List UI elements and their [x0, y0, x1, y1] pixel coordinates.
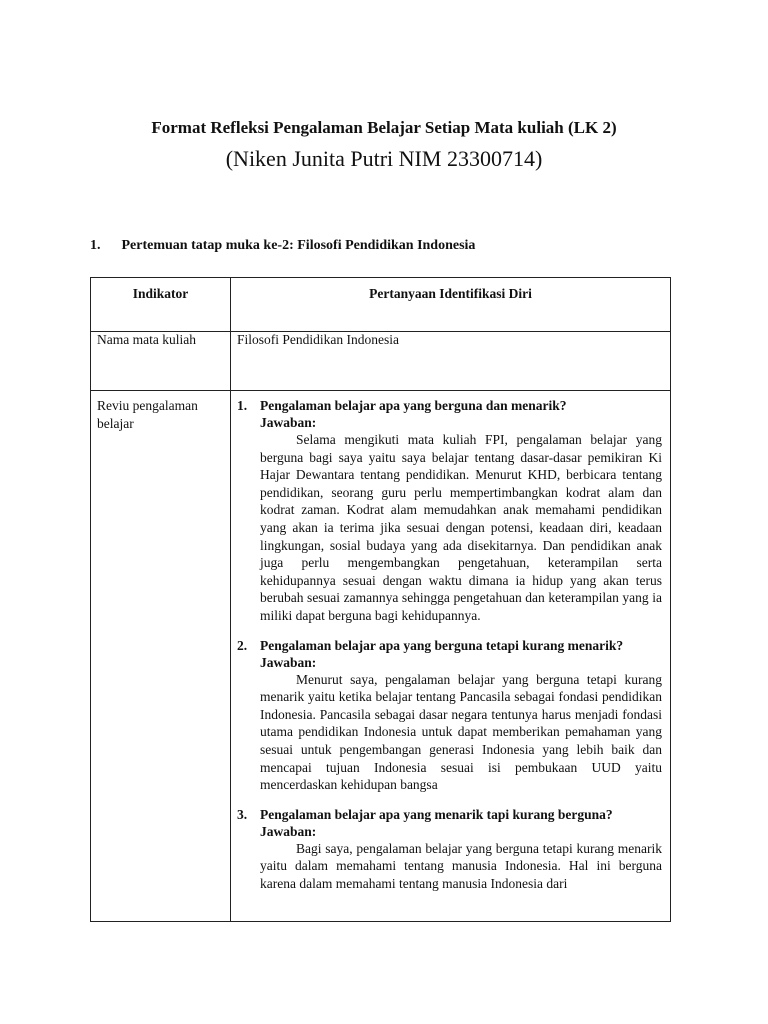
review-content — [231, 391, 671, 922]
table-header-row — [91, 278, 671, 332]
question-text: Pengalaman belajar apa yang menarik tapi kurang berguna? — [260, 806, 613, 822]
reflection-table — [90, 277, 671, 922]
review-label: Reviu pengalaman belajar — [91, 391, 231, 922]
question-number: 1. — [237, 398, 248, 413]
section-title: Pertemuan tatap muka ke-2: Filosofi Pendidikan Indonesia — [121, 238, 476, 253]
answer-text: Menurut saya, pengalaman belajar yang berguna tetapi kurang menarik yaitu ketika belajar tentang Pancasila sebagai fondasi pendidikan Indonesia. Pancasila sebagai dasar negara tentunya harus menjadi fondasi utama pendidikan Indonesia untuk dapat memberikan pemahaman yang sesuai untuk pengembangan generasi Indonesia yang lebih baik dan mencapai tujuan Indonesia sesuai isi pembukaan UUD yaitu mencerdaskan kehidupan bangsa — [260, 671, 662, 793]
table-row-course — [91, 332, 671, 391]
answer-label: Jawaban: — [260, 654, 317, 670]
answer-text: Selama mengikuti mata kuliah FPI, pengalaman belajar yang berguna bagi saya yaitu saya belajar tentang dasar-dasar pemikiran Ki Hajar Dewantara tentang pendidikan. Menurut KHD, berbicara tentang pendidikan, seorang guru perlu mempertimbangkan kodrat alam dan kodrat zaman. Kodrat alam memudahkan anak memahami pendidikan yang akan ia terima jika sesuai dengan potensi, keadaan diri, keadaan lingkungan, sosial budaya yang ada disekitarnya. Dan pendidikan anak juga perlu mengembangkan pengetahuan, keterampilan serta kehidupannya sesuai dengan waktu dimana ia hidup yang akan terus berubah sesuai zamannya sehingga pengetahuan dan keterampilan yang ia miliki dapat berguna bagi kehidupannya. — [260, 432, 662, 623]
header-pertanyaan: Pertanyaan Identifikasi Diri — [231, 278, 671, 332]
question-block-3 — [237, 806, 662, 893]
answer-text: Bagi saya, pengalaman belajar yang berguna tetapi kurang menarik yaitu dalam memahami tentang manusia Indonesia. Hal ini berguna karena dalam memahami tentang manusia Indonesia dari — [260, 840, 662, 891]
question-number: 2. — [237, 637, 248, 653]
section-number: 1. — [90, 238, 101, 253]
header-indikator: Indikator — [91, 278, 231, 332]
question-text: Pengalaman belajar apa yang berguna tetapi kurang menarik? — [260, 637, 624, 653]
question-number: 3. — [237, 806, 248, 822]
question-block-2 — [237, 637, 662, 794]
author-line: (Niken Junita Putri NIM 23300714) — [225, 146, 543, 171]
course-value: Filosofi Pendidikan Indonesia — [231, 332, 671, 391]
table-row-review — [91, 391, 671, 922]
course-label: Nama mata kuliah — [91, 332, 231, 391]
answer-label: Jawaban: — [260, 415, 317, 430]
question-block-1 — [237, 397, 662, 625]
answer-label: Jawaban: — [260, 823, 317, 839]
question-text: Pengalaman belajar apa yang berguna dan menarik? — [260, 398, 567, 413]
document-title: Format Refleksi Pengalaman Belajar Setiap Mata kuliah (LK 2) — [151, 118, 617, 137]
section-heading — [90, 238, 475, 254]
